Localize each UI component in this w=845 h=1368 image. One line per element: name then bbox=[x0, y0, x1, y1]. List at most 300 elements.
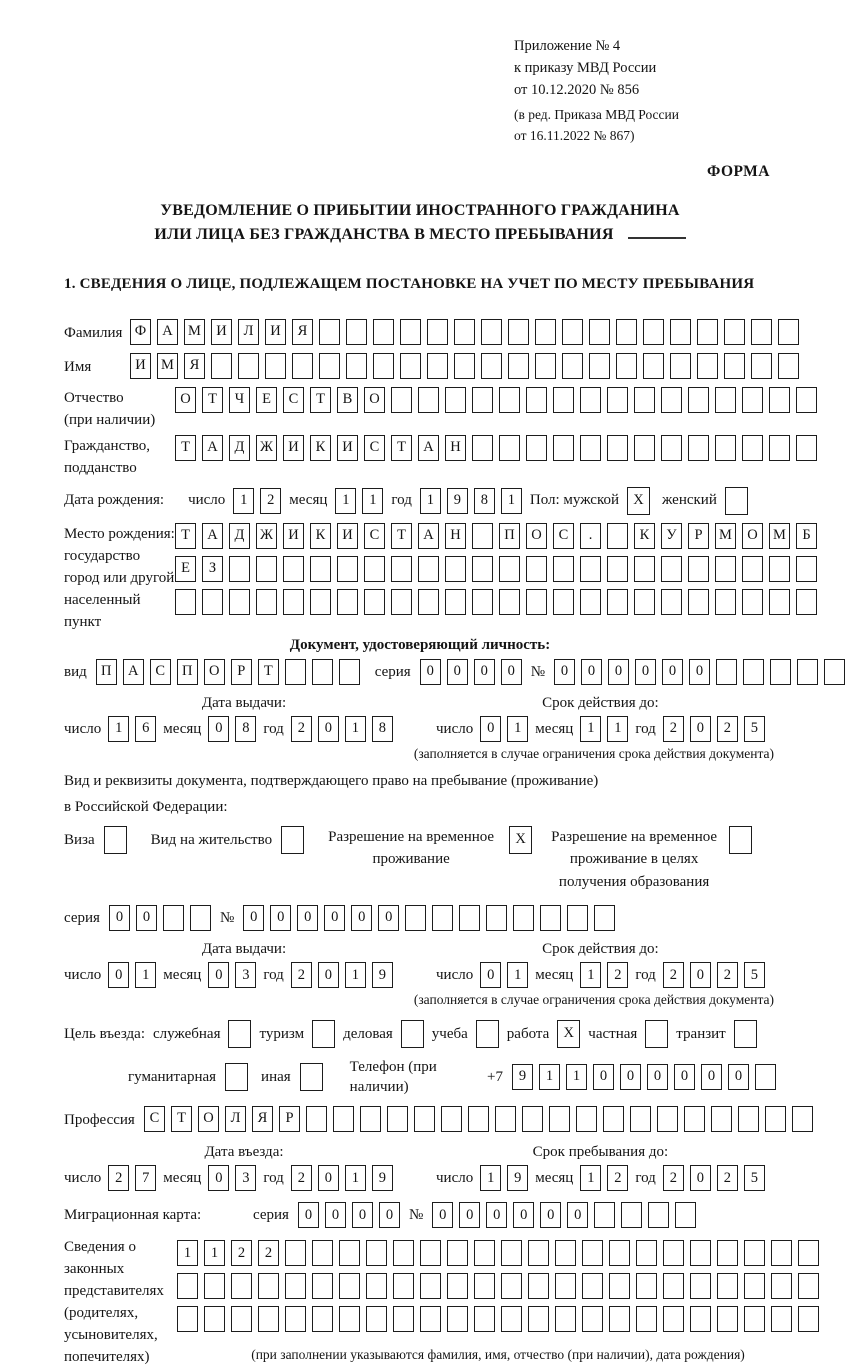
char-cell[interactable] bbox=[607, 523, 628, 549]
char-cell[interactable]: Н bbox=[445, 523, 466, 549]
char-cell[interactable]: 2 bbox=[663, 716, 684, 742]
char-cell[interactable] bbox=[474, 1273, 495, 1299]
char-cell[interactable] bbox=[528, 1306, 549, 1332]
char-cell[interactable]: 1 bbox=[135, 962, 156, 988]
char-cell[interactable] bbox=[283, 589, 304, 615]
char-cell[interactable]: 2 bbox=[260, 488, 281, 514]
char-cell[interactable] bbox=[364, 589, 385, 615]
char-cell[interactable]: В bbox=[337, 387, 358, 413]
purpose-humanitarian-checkbox[interactable] bbox=[225, 1063, 248, 1091]
char-cell[interactable]: 0 bbox=[690, 962, 711, 988]
char-cell[interactable] bbox=[337, 556, 358, 582]
char-cell[interactable] bbox=[751, 319, 772, 345]
char-cell[interactable] bbox=[447, 1273, 468, 1299]
char-cell[interactable]: 1 bbox=[362, 488, 383, 514]
char-cell[interactable]: 0 bbox=[480, 716, 501, 742]
char-cell[interactable]: 2 bbox=[108, 1165, 129, 1191]
char-cell[interactable] bbox=[616, 353, 637, 379]
char-cell[interactable] bbox=[432, 905, 453, 931]
char-cell[interactable] bbox=[427, 353, 448, 379]
char-cell[interactable] bbox=[310, 589, 331, 615]
char-cell[interactable]: 0 bbox=[379, 1202, 400, 1228]
purpose-transit-checkbox[interactable] bbox=[734, 1020, 757, 1048]
char-cell[interactable]: А bbox=[418, 523, 439, 549]
char-cell[interactable]: 2 bbox=[607, 1165, 628, 1191]
char-cell[interactable] bbox=[474, 1306, 495, 1332]
char-cell[interactable]: 2 bbox=[717, 1165, 738, 1191]
char-cell[interactable]: 0 bbox=[297, 905, 318, 931]
char-cell[interactable] bbox=[769, 435, 790, 461]
char-cell[interactable] bbox=[824, 659, 845, 685]
char-cell[interactable]: И bbox=[283, 435, 304, 461]
char-cell[interactable] bbox=[333, 1106, 354, 1132]
char-cell[interactable]: 1 bbox=[507, 962, 528, 988]
char-cell[interactable] bbox=[202, 589, 223, 615]
char-cell[interactable] bbox=[441, 1106, 462, 1132]
char-cell[interactable]: 0 bbox=[298, 1202, 319, 1228]
char-cell[interactable]: Ж bbox=[256, 523, 277, 549]
char-cell[interactable]: 0 bbox=[109, 905, 130, 931]
char-cell[interactable] bbox=[697, 353, 718, 379]
char-cell[interactable] bbox=[634, 556, 655, 582]
char-cell[interactable]: 1 bbox=[420, 488, 441, 514]
char-cell[interactable]: 0 bbox=[324, 905, 345, 931]
char-cell[interactable] bbox=[258, 1306, 279, 1332]
char-cell[interactable] bbox=[400, 353, 421, 379]
char-cell[interactable]: С bbox=[150, 659, 171, 685]
char-cell[interactable] bbox=[661, 589, 682, 615]
char-cell[interactable] bbox=[339, 1306, 360, 1332]
char-cell[interactable] bbox=[175, 589, 196, 615]
char-cell[interactable] bbox=[256, 556, 277, 582]
char-cell[interactable] bbox=[339, 1240, 360, 1266]
char-cell[interactable]: 0 bbox=[243, 905, 264, 931]
char-cell[interactable]: 1 bbox=[580, 962, 601, 988]
char-cell[interactable]: 1 bbox=[507, 716, 528, 742]
char-cell[interactable] bbox=[609, 1273, 630, 1299]
char-cell[interactable] bbox=[690, 1273, 711, 1299]
char-cell[interactable] bbox=[445, 556, 466, 582]
char-cell[interactable] bbox=[580, 589, 601, 615]
char-cell[interactable]: 0 bbox=[208, 1165, 229, 1191]
char-cell[interactable]: И bbox=[283, 523, 304, 549]
char-cell[interactable] bbox=[634, 589, 655, 615]
char-cell[interactable]: И bbox=[337, 435, 358, 461]
male-checkbox[interactable]: X bbox=[627, 487, 650, 515]
char-cell[interactable]: 9 bbox=[372, 962, 393, 988]
char-cell[interactable] bbox=[211, 353, 232, 379]
char-cell[interactable]: Т bbox=[391, 523, 412, 549]
char-cell[interactable] bbox=[391, 556, 412, 582]
char-cell[interactable] bbox=[636, 1273, 657, 1299]
char-cell[interactable] bbox=[420, 1306, 441, 1332]
char-cell[interactable] bbox=[472, 556, 493, 582]
char-cell[interactable] bbox=[553, 556, 574, 582]
char-cell[interactable]: Ж bbox=[256, 435, 277, 461]
char-cell[interactable]: Р bbox=[231, 659, 252, 685]
char-cell[interactable]: 0 bbox=[501, 659, 522, 685]
char-cell[interactable] bbox=[769, 387, 790, 413]
char-cell[interactable]: А bbox=[157, 319, 178, 345]
char-cell[interactable]: 0 bbox=[635, 659, 656, 685]
char-cell[interactable] bbox=[373, 353, 394, 379]
char-cell[interactable] bbox=[609, 1306, 630, 1332]
char-cell[interactable] bbox=[418, 556, 439, 582]
char-cell[interactable]: 1 bbox=[108, 716, 129, 742]
char-cell[interactable] bbox=[391, 387, 412, 413]
char-cell[interactable] bbox=[292, 353, 313, 379]
char-cell[interactable] bbox=[562, 353, 583, 379]
char-cell[interactable]: 1 bbox=[204, 1240, 225, 1266]
char-cell[interactable]: 0 bbox=[701, 1064, 722, 1090]
char-cell[interactable] bbox=[744, 1273, 765, 1299]
char-cell[interactable] bbox=[472, 589, 493, 615]
char-cell[interactable] bbox=[690, 1240, 711, 1266]
char-cell[interactable]: 0 bbox=[318, 962, 339, 988]
char-cell[interactable] bbox=[607, 435, 628, 461]
char-cell[interactable] bbox=[616, 319, 637, 345]
char-cell[interactable] bbox=[373, 319, 394, 345]
char-cell[interactable]: 2 bbox=[291, 1165, 312, 1191]
char-cell[interactable] bbox=[447, 1240, 468, 1266]
char-cell[interactable] bbox=[792, 1106, 813, 1132]
char-cell[interactable]: А bbox=[123, 659, 144, 685]
char-cell[interactable] bbox=[717, 1240, 738, 1266]
char-cell[interactable] bbox=[528, 1273, 549, 1299]
char-cell[interactable] bbox=[711, 1106, 732, 1132]
char-cell[interactable] bbox=[742, 589, 763, 615]
char-cell[interactable]: 0 bbox=[662, 659, 683, 685]
char-cell[interactable] bbox=[501, 1273, 522, 1299]
char-cell[interactable] bbox=[724, 353, 745, 379]
char-cell[interactable] bbox=[486, 905, 507, 931]
char-cell[interactable] bbox=[418, 387, 439, 413]
char-cell[interactable]: 0 bbox=[447, 659, 468, 685]
char-cell[interactable]: З bbox=[202, 556, 223, 582]
char-cell[interactable]: 5 bbox=[744, 962, 765, 988]
char-cell[interactable]: Т bbox=[175, 435, 196, 461]
char-cell[interactable]: О bbox=[198, 1106, 219, 1132]
char-cell[interactable] bbox=[420, 1240, 441, 1266]
purpose-work-checkbox[interactable]: X bbox=[557, 1020, 580, 1048]
char-cell[interactable] bbox=[472, 523, 493, 549]
char-cell[interactable] bbox=[459, 905, 480, 931]
char-cell[interactable] bbox=[796, 589, 817, 615]
char-cell[interactable]: 5 bbox=[744, 716, 765, 742]
char-cell[interactable] bbox=[447, 1306, 468, 1332]
char-cell[interactable] bbox=[661, 435, 682, 461]
char-cell[interactable] bbox=[472, 435, 493, 461]
char-cell[interactable] bbox=[513, 905, 534, 931]
char-cell[interactable] bbox=[576, 1106, 597, 1132]
char-cell[interactable] bbox=[499, 589, 520, 615]
char-cell[interactable]: 0 bbox=[474, 659, 495, 685]
char-cell[interactable] bbox=[229, 589, 250, 615]
char-cell[interactable] bbox=[481, 319, 502, 345]
char-cell[interactable] bbox=[526, 387, 547, 413]
char-cell[interactable]: С bbox=[553, 523, 574, 549]
char-cell[interactable]: 0 bbox=[690, 716, 711, 742]
char-cell[interactable]: П bbox=[499, 523, 520, 549]
char-cell[interactable] bbox=[798, 1240, 819, 1266]
char-cell[interactable] bbox=[607, 556, 628, 582]
char-cell[interactable]: 2 bbox=[607, 962, 628, 988]
char-cell[interactable] bbox=[580, 435, 601, 461]
char-cell[interactable] bbox=[607, 589, 628, 615]
char-cell[interactable] bbox=[771, 1240, 792, 1266]
char-cell[interactable] bbox=[690, 1306, 711, 1332]
char-cell[interactable] bbox=[744, 1306, 765, 1332]
char-cell[interactable] bbox=[796, 556, 817, 582]
char-cell[interactable]: 0 bbox=[689, 659, 710, 685]
char-cell[interactable] bbox=[765, 1106, 786, 1132]
char-cell[interactable]: 0 bbox=[513, 1202, 534, 1228]
char-cell[interactable]: 0 bbox=[136, 905, 157, 931]
char-cell[interactable] bbox=[495, 1106, 516, 1132]
char-cell[interactable]: 9 bbox=[512, 1064, 533, 1090]
char-cell[interactable] bbox=[553, 387, 574, 413]
char-cell[interactable]: И bbox=[265, 319, 286, 345]
char-cell[interactable] bbox=[391, 589, 412, 615]
char-cell[interactable] bbox=[562, 319, 583, 345]
char-cell[interactable]: 2 bbox=[717, 962, 738, 988]
char-cell[interactable]: О bbox=[364, 387, 385, 413]
char-cell[interactable] bbox=[796, 387, 817, 413]
char-cell[interactable]: 0 bbox=[480, 962, 501, 988]
char-cell[interactable] bbox=[427, 319, 448, 345]
char-cell[interactable]: 0 bbox=[540, 1202, 561, 1228]
char-cell[interactable]: О bbox=[526, 523, 547, 549]
char-cell[interactable] bbox=[535, 353, 556, 379]
char-cell[interactable] bbox=[580, 556, 601, 582]
char-cell[interactable]: М bbox=[184, 319, 205, 345]
char-cell[interactable] bbox=[603, 1106, 624, 1132]
char-cell[interactable]: Е bbox=[256, 387, 277, 413]
char-cell[interactable]: 2 bbox=[663, 1165, 684, 1191]
char-cell[interactable] bbox=[555, 1306, 576, 1332]
char-cell[interactable] bbox=[663, 1306, 684, 1332]
char-cell[interactable]: Д bbox=[229, 435, 250, 461]
char-cell[interactable]: А bbox=[202, 435, 223, 461]
char-cell[interactable] bbox=[634, 435, 655, 461]
char-cell[interactable]: 1 bbox=[501, 488, 522, 514]
char-cell[interactable]: К bbox=[634, 523, 655, 549]
char-cell[interactable] bbox=[285, 1240, 306, 1266]
char-cell[interactable] bbox=[755, 1064, 776, 1090]
purpose-business-checkbox[interactable] bbox=[401, 1020, 424, 1048]
char-cell[interactable] bbox=[526, 556, 547, 582]
char-cell[interactable] bbox=[594, 905, 615, 931]
char-cell[interactable] bbox=[499, 435, 520, 461]
char-cell[interactable] bbox=[770, 659, 791, 685]
purpose-private-checkbox[interactable] bbox=[645, 1020, 668, 1048]
char-cell[interactable] bbox=[283, 556, 304, 582]
char-cell[interactable]: 1 bbox=[566, 1064, 587, 1090]
char-cell[interactable] bbox=[634, 387, 655, 413]
char-cell[interactable]: О bbox=[175, 387, 196, 413]
char-cell[interactable] bbox=[319, 353, 340, 379]
char-cell[interactable]: 2 bbox=[717, 716, 738, 742]
char-cell[interactable]: 0 bbox=[567, 1202, 588, 1228]
char-cell[interactable]: 1 bbox=[480, 1165, 501, 1191]
char-cell[interactable] bbox=[405, 905, 426, 931]
char-cell[interactable] bbox=[472, 387, 493, 413]
char-cell[interactable] bbox=[468, 1106, 489, 1132]
char-cell[interactable]: Е bbox=[175, 556, 196, 582]
char-cell[interactable] bbox=[797, 659, 818, 685]
char-cell[interactable] bbox=[582, 1273, 603, 1299]
char-cell[interactable]: 0 bbox=[620, 1064, 641, 1090]
char-cell[interactable] bbox=[657, 1106, 678, 1132]
char-cell[interactable] bbox=[663, 1273, 684, 1299]
char-cell[interactable] bbox=[366, 1306, 387, 1332]
char-cell[interactable]: И bbox=[211, 319, 232, 345]
char-cell[interactable] bbox=[312, 1306, 333, 1332]
char-cell[interactable] bbox=[684, 1106, 705, 1132]
char-cell[interactable] bbox=[661, 556, 682, 582]
char-cell[interactable] bbox=[499, 556, 520, 582]
char-cell[interactable]: Б bbox=[796, 523, 817, 549]
char-cell[interactable] bbox=[796, 435, 817, 461]
char-cell[interactable]: 0 bbox=[208, 716, 229, 742]
char-cell[interactable] bbox=[526, 589, 547, 615]
char-cell[interactable]: 1 bbox=[607, 716, 628, 742]
char-cell[interactable] bbox=[204, 1306, 225, 1332]
purpose-study-checkbox[interactable] bbox=[476, 1020, 499, 1048]
char-cell[interactable] bbox=[582, 1306, 603, 1332]
char-cell[interactable] bbox=[265, 353, 286, 379]
char-cell[interactable]: 0 bbox=[208, 962, 229, 988]
char-cell[interactable] bbox=[204, 1273, 225, 1299]
char-cell[interactable]: 1 bbox=[233, 488, 254, 514]
char-cell[interactable] bbox=[743, 659, 764, 685]
temp-residence-checkbox[interactable]: X bbox=[509, 826, 532, 854]
char-cell[interactable]: Т bbox=[202, 387, 223, 413]
char-cell[interactable] bbox=[522, 1106, 543, 1132]
char-cell[interactable]: 2 bbox=[291, 962, 312, 988]
char-cell[interactable]: 0 bbox=[608, 659, 629, 685]
char-cell[interactable] bbox=[636, 1240, 657, 1266]
char-cell[interactable] bbox=[339, 659, 360, 685]
purpose-official-checkbox[interactable] bbox=[228, 1020, 251, 1048]
char-cell[interactable]: 2 bbox=[663, 962, 684, 988]
residence-permit-checkbox[interactable] bbox=[281, 826, 304, 854]
char-cell[interactable] bbox=[366, 1240, 387, 1266]
char-cell[interactable]: 2 bbox=[258, 1240, 279, 1266]
purpose-tourism-checkbox[interactable] bbox=[312, 1020, 335, 1048]
char-cell[interactable]: И bbox=[130, 353, 151, 379]
char-cell[interactable]: 0 bbox=[378, 905, 399, 931]
char-cell[interactable]: Ч bbox=[229, 387, 250, 413]
char-cell[interactable] bbox=[238, 353, 259, 379]
char-cell[interactable]: П bbox=[177, 659, 198, 685]
char-cell[interactable] bbox=[609, 1240, 630, 1266]
char-cell[interactable]: Я bbox=[252, 1106, 273, 1132]
char-cell[interactable]: Р bbox=[688, 523, 709, 549]
char-cell[interactable]: 1 bbox=[345, 1165, 366, 1191]
char-cell[interactable]: 1 bbox=[580, 1165, 601, 1191]
char-cell[interactable] bbox=[738, 1106, 759, 1132]
char-cell[interactable] bbox=[798, 1273, 819, 1299]
char-cell[interactable] bbox=[306, 1106, 327, 1132]
char-cell[interactable] bbox=[285, 659, 306, 685]
char-cell[interactable] bbox=[501, 1240, 522, 1266]
char-cell[interactable]: А bbox=[202, 523, 223, 549]
char-cell[interactable] bbox=[589, 319, 610, 345]
char-cell[interactable] bbox=[346, 319, 367, 345]
char-cell[interactable] bbox=[589, 353, 610, 379]
char-cell[interactable]: К bbox=[310, 435, 331, 461]
char-cell[interactable] bbox=[414, 1106, 435, 1132]
char-cell[interactable]: С bbox=[364, 435, 385, 461]
char-cell[interactable]: 1 bbox=[539, 1064, 560, 1090]
char-cell[interactable] bbox=[360, 1106, 381, 1132]
char-cell[interactable] bbox=[643, 319, 664, 345]
char-cell[interactable]: 0 bbox=[432, 1202, 453, 1228]
purpose-other-checkbox[interactable] bbox=[300, 1063, 323, 1091]
char-cell[interactable]: 3 bbox=[235, 962, 256, 988]
char-cell[interactable] bbox=[567, 905, 588, 931]
char-cell[interactable] bbox=[717, 1306, 738, 1332]
char-cell[interactable] bbox=[778, 319, 799, 345]
char-cell[interactable] bbox=[393, 1306, 414, 1332]
char-cell[interactable]: А bbox=[418, 435, 439, 461]
char-cell[interactable]: 0 bbox=[318, 1165, 339, 1191]
temp-residence-education-checkbox[interactable] bbox=[729, 826, 752, 854]
char-cell[interactable] bbox=[231, 1273, 252, 1299]
char-cell[interactable]: С bbox=[364, 523, 385, 549]
char-cell[interactable] bbox=[621, 1202, 642, 1228]
char-cell[interactable]: 0 bbox=[352, 1202, 373, 1228]
char-cell[interactable]: М bbox=[157, 353, 178, 379]
char-cell[interactable] bbox=[190, 905, 211, 931]
char-cell[interactable] bbox=[769, 589, 790, 615]
char-cell[interactable] bbox=[177, 1306, 198, 1332]
char-cell[interactable] bbox=[778, 353, 799, 379]
char-cell[interactable]: 1 bbox=[345, 716, 366, 742]
char-cell[interactable]: Л bbox=[225, 1106, 246, 1132]
char-cell[interactable] bbox=[387, 1106, 408, 1132]
char-cell[interactable] bbox=[256, 589, 277, 615]
char-cell[interactable] bbox=[663, 1240, 684, 1266]
char-cell[interactable]: Т bbox=[171, 1106, 192, 1132]
char-cell[interactable]: Д bbox=[229, 523, 250, 549]
char-cell[interactable]: 0 bbox=[674, 1064, 695, 1090]
char-cell[interactable] bbox=[339, 1273, 360, 1299]
char-cell[interactable] bbox=[594, 1202, 615, 1228]
char-cell[interactable]: 8 bbox=[474, 488, 495, 514]
char-cell[interactable]: Р bbox=[279, 1106, 300, 1132]
char-cell[interactable]: 1 bbox=[345, 962, 366, 988]
char-cell[interactable] bbox=[508, 319, 529, 345]
char-cell[interactable] bbox=[418, 589, 439, 615]
female-checkbox[interactable] bbox=[725, 487, 748, 515]
char-cell[interactable]: 1 bbox=[177, 1240, 198, 1266]
char-cell[interactable]: 9 bbox=[447, 488, 468, 514]
char-cell[interactable] bbox=[258, 1273, 279, 1299]
char-cell[interactable] bbox=[661, 387, 682, 413]
char-cell[interactable] bbox=[535, 319, 556, 345]
char-cell[interactable] bbox=[393, 1273, 414, 1299]
char-cell[interactable]: К bbox=[310, 523, 331, 549]
char-cell[interactable]: О bbox=[742, 523, 763, 549]
char-cell[interactable] bbox=[751, 353, 772, 379]
char-cell[interactable] bbox=[715, 435, 736, 461]
char-cell[interactable] bbox=[310, 556, 331, 582]
char-cell[interactable] bbox=[319, 319, 340, 345]
char-cell[interactable] bbox=[346, 353, 367, 379]
char-cell[interactable]: 0 bbox=[647, 1064, 668, 1090]
